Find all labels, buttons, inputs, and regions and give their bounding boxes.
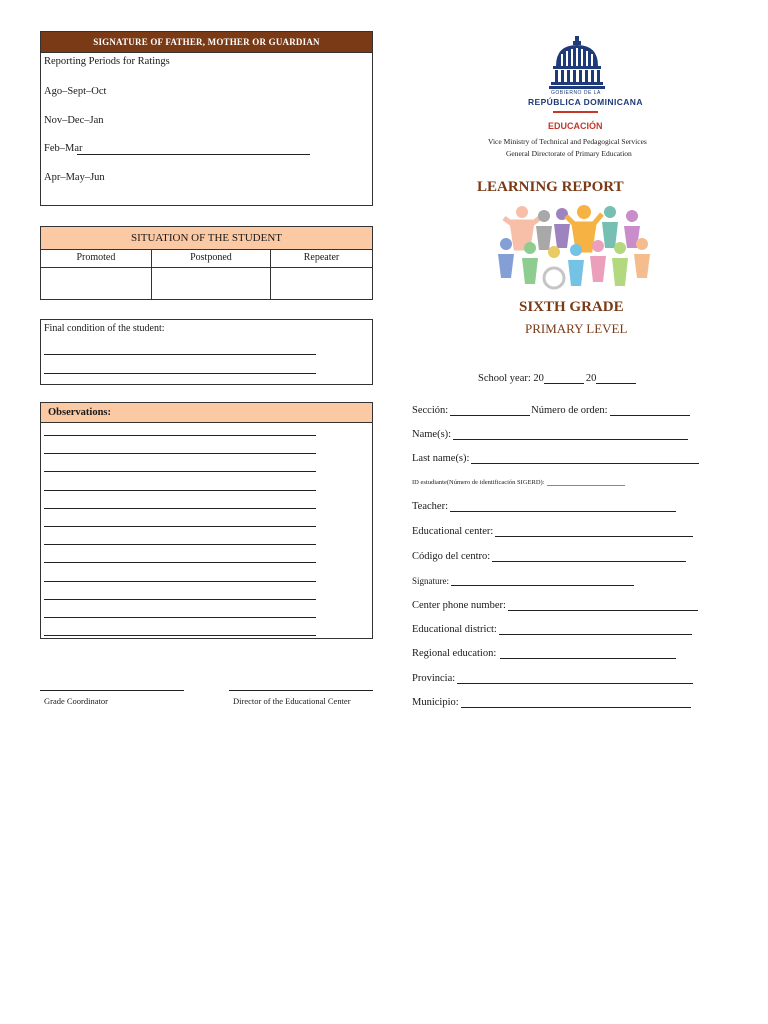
codigo-input[interactable] [492, 551, 686, 562]
observation-line[interactable] [44, 435, 316, 436]
district-label: Educational district: [412, 624, 497, 635]
level-title: PRIMARY LEVEL [525, 321, 628, 336]
district-input[interactable] [499, 624, 692, 635]
reporting-periods-label: Reporting Periods for Ratings [44, 56, 170, 67]
provincia-input[interactable] [457, 673, 693, 684]
regional-field [412, 648, 676, 659]
last-name-field [412, 453, 699, 464]
republica-label: REPÚBLICA DOMINICANA [528, 97, 643, 107]
director-label: Director of the Educational Center [233, 696, 351, 706]
student-situation-header: SITUATION OF THE STUDENT [41, 227, 372, 250]
seccion-label: Sección: [412, 405, 449, 416]
provincia-field [412, 673, 693, 684]
col-repeater: Repeater [271, 249, 373, 267]
center-label: Educational center: [412, 526, 494, 537]
grade-coordinator-signature-line[interactable] [40, 690, 184, 691]
municipio-label: Municipio: [412, 697, 459, 708]
children-figures-icon [492, 202, 652, 294]
signature-input[interactable] [451, 575, 634, 586]
names-label: Name(s): [412, 429, 452, 440]
school-year-field [478, 373, 636, 384]
observations-box [40, 402, 373, 639]
col-promoted: Promoted [41, 249, 151, 267]
observation-line[interactable] [44, 490, 316, 491]
logo-red-divider [553, 111, 598, 113]
center-input[interactable] [495, 526, 693, 537]
cell-repeater[interactable] [271, 267, 373, 299]
observation-line[interactable] [44, 471, 316, 472]
observation-line[interactable] [44, 453, 316, 454]
guardian-signature-header: SIGNATURE OF FATHER, MOTHER OR GUARDIAN [41, 32, 372, 53]
period-4: Apr–May–Jun [44, 172, 105, 183]
period-1: Ago–Sept–Oct [44, 86, 107, 97]
observation-line[interactable] [44, 581, 316, 582]
final-condition-line[interactable] [44, 373, 316, 374]
educacion-label: EDUCACIÓN [548, 121, 603, 131]
observation-line[interactable] [44, 526, 316, 527]
teacher-field [412, 501, 676, 512]
student-situation-box [40, 226, 373, 300]
signature-field [412, 575, 634, 586]
last-name-input[interactable] [471, 453, 699, 464]
observation-line[interactable] [44, 599, 316, 600]
numero-label: Número de orden: [531, 405, 608, 416]
col-postponed: Postponed [151, 249, 270, 267]
school-year-mid: 20 [585, 373, 597, 384]
children-illustration [492, 202, 652, 294]
vice-ministry-label: Vice Ministry of Technical and Pedagogical Services [488, 137, 647, 146]
final-condition-line[interactable] [44, 354, 316, 355]
teacher-input[interactable] [450, 501, 676, 512]
names-input[interactable] [453, 429, 688, 440]
student-id-label: ID estudiante(Número de identificación SIGERD): [412, 479, 545, 486]
cell-postponed[interactable] [151, 267, 270, 299]
observation-line[interactable] [44, 508, 316, 509]
phone-label: Center phone number: [412, 600, 506, 611]
regional-label: Regional education: [412, 648, 497, 659]
center-field [412, 526, 693, 537]
final-condition-label: Final condition of the student: [44, 323, 165, 334]
observation-line[interactable] [44, 635, 316, 636]
directorate-label: General Directorate of Primary Education [506, 149, 632, 158]
observations-label: Observations: [48, 407, 111, 418]
municipio-input[interactable] [461, 697, 691, 708]
observation-line[interactable] [44, 617, 316, 618]
period-2: Nov–Dec–Jan [44, 115, 104, 126]
numero-input[interactable] [610, 405, 690, 416]
regional-input[interactable] [500, 648, 676, 659]
last-name-label: Last name(s): [412, 453, 470, 464]
student-id-input[interactable] [547, 479, 625, 486]
names-field [412, 429, 688, 440]
phone-field [412, 600, 698, 611]
report-title: LEARNING REPORT [477, 179, 624, 195]
seccion-input[interactable] [450, 405, 530, 416]
observation-line[interactable] [44, 562, 316, 563]
district-field [412, 624, 692, 635]
grade-title: SIXTH GRADE [519, 299, 624, 315]
cell-promoted[interactable] [41, 267, 151, 299]
school-year-label: School year: 20 [478, 373, 544, 384]
capitol-dome-icon [548, 36, 606, 92]
phone-input[interactable] [508, 600, 698, 611]
final-condition-box [40, 319, 373, 385]
teacher-label: Teacher: [412, 501, 448, 512]
municipio-field [412, 697, 691, 708]
situation-table [41, 249, 372, 299]
codigo-field [412, 551, 686, 562]
gobierno-label: GOBIERNO DE LA [551, 90, 601, 96]
period-3: Feb–Mar [44, 143, 83, 154]
guardian-signature-box [40, 31, 373, 206]
seccion-field [412, 405, 690, 416]
signature-label: Signature: [412, 576, 449, 586]
observations-header [41, 403, 372, 423]
provincia-label: Provincia: [412, 673, 456, 684]
director-signature-line[interactable] [229, 690, 373, 691]
government-logo [548, 36, 606, 92]
codigo-label: Código del centro: [412, 551, 491, 562]
school-year-start-input[interactable] [544, 373, 584, 384]
student-id-field [412, 479, 625, 486]
period-3-signature-line[interactable] [77, 154, 310, 155]
grade-coordinator-label: Grade Coordinator [44, 696, 108, 706]
school-year-end-input[interactable] [596, 373, 636, 384]
observation-line[interactable] [44, 544, 316, 545]
